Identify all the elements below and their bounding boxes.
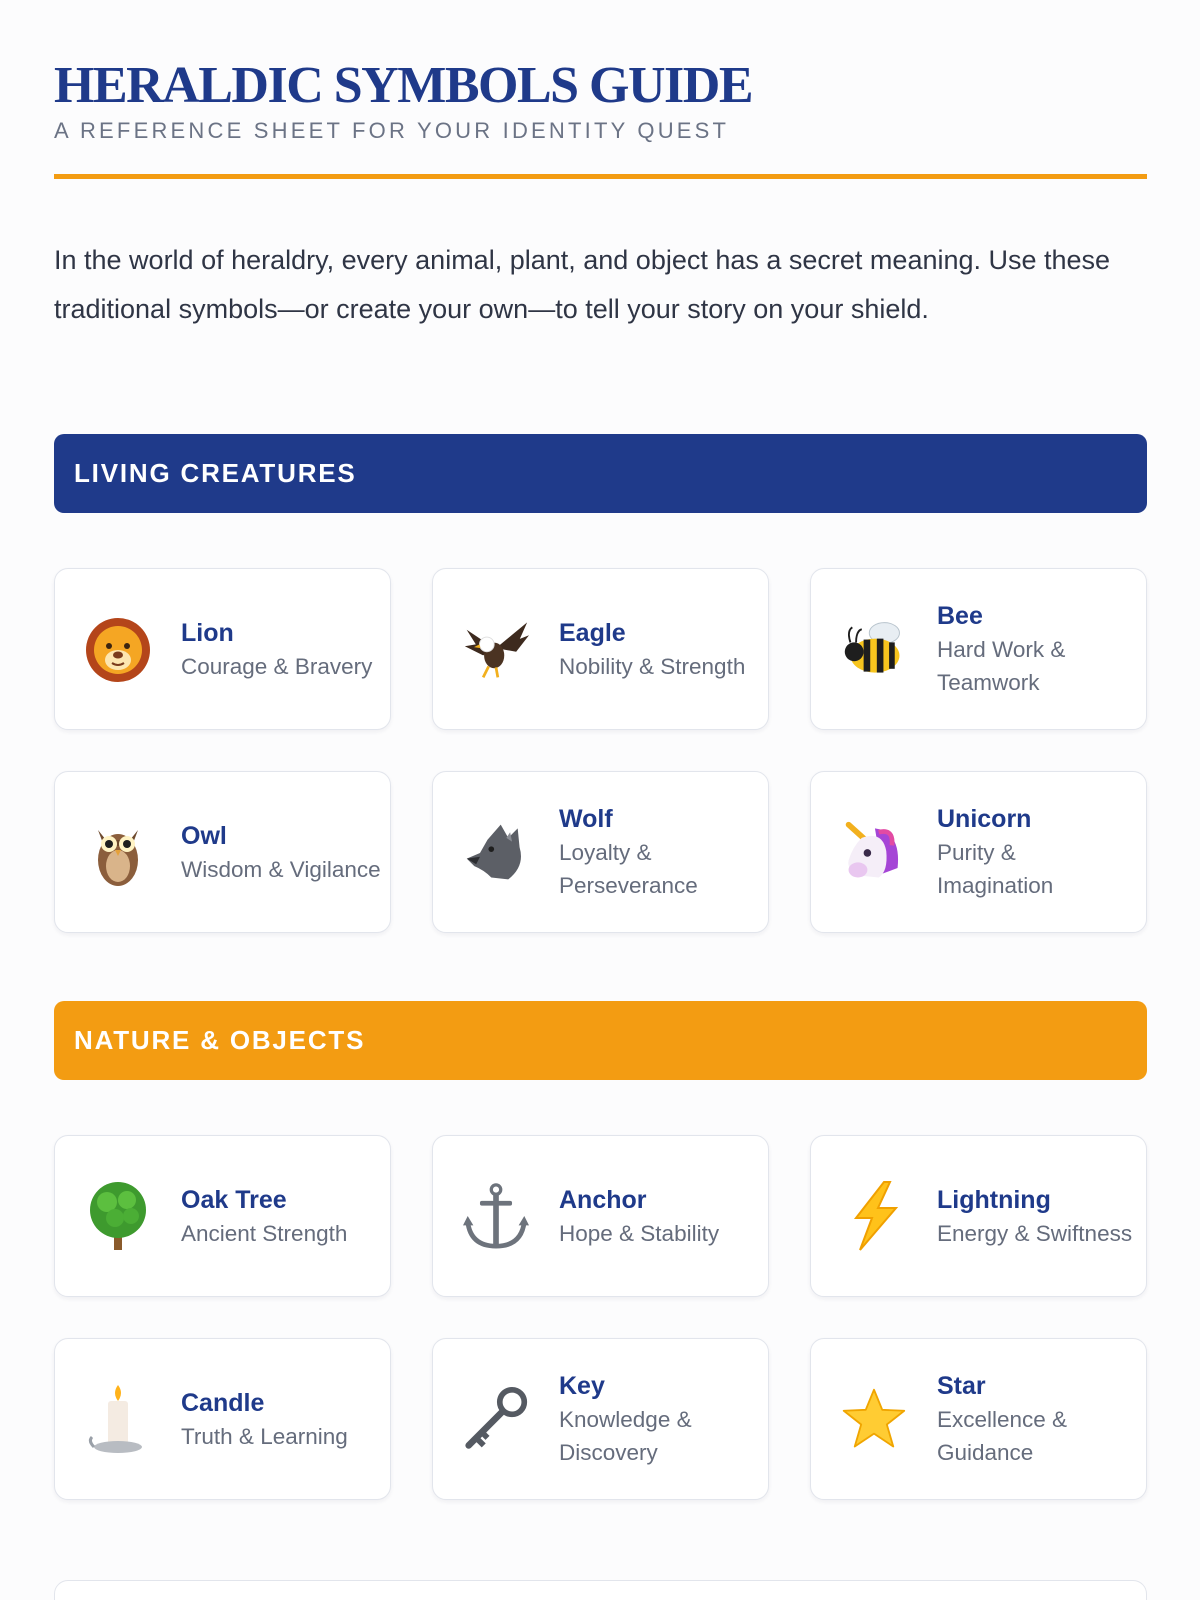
symbol-grid-living-creatures (54, 568, 1147, 933)
lion-icon (85, 613, 151, 685)
wolf-icon (463, 816, 529, 888)
symbol-card-anchor (432, 1135, 769, 1297)
symbol-name: Key (559, 1372, 605, 1400)
symbol-card-eagle (432, 568, 769, 730)
symbol-meaning: Loyalty & Perseverance (559, 840, 698, 898)
symbol-meaning: Truth & Learning (181, 1423, 348, 1449)
symbol-meaning: Hard Work & Teamwork (937, 637, 1066, 695)
symbol-name: Candle (181, 1388, 265, 1417)
bee-icon (841, 613, 907, 685)
lightning-icon (841, 1180, 907, 1252)
unicorn-icon (841, 816, 907, 888)
symbol-card-key (432, 1338, 769, 1500)
owl-icon (85, 816, 151, 888)
page-title: HERALDIC SYMBOLS GUIDE (54, 57, 753, 114)
oak-tree-icon (85, 1180, 151, 1252)
symbol-name: Wolf (559, 805, 613, 833)
key-icon (463, 1383, 529, 1455)
symbol-name: Oak Tree (181, 1185, 287, 1214)
anchor-icon (463, 1180, 529, 1252)
candle-icon (85, 1383, 151, 1455)
section-header-nature-objects: NATURE & OBJECTS (54, 1001, 1147, 1080)
symbol-name: Owl (181, 821, 227, 850)
symbol-card-lightning (810, 1135, 1147, 1297)
symbol-name: Star (937, 1372, 986, 1400)
symbol-meaning: Purity & Imagination (937, 840, 1054, 898)
symbol-meaning: Nobility & Strength (559, 653, 746, 679)
symbol-meaning: Wisdom & Vigilance (181, 856, 381, 882)
eagle-icon (463, 613, 529, 685)
symbol-meaning: Knowledge & Discovery (559, 1407, 692, 1465)
symbol-card-wolf (432, 771, 769, 933)
symbol-meaning: Ancient Strength (181, 1220, 348, 1246)
star-icon (841, 1383, 907, 1455)
symbol-card-lion (54, 568, 391, 730)
symbol-meaning: Hope & Stability (559, 1220, 720, 1246)
symbol-meaning: Excellence & Guidance (937, 1407, 1068, 1465)
symbol-name: Anchor (559, 1185, 647, 1214)
symbol-card-star (810, 1338, 1147, 1500)
symbol-name: Eagle (559, 618, 626, 647)
symbol-grid-nature-objects (54, 1135, 1147, 1500)
intro-paragraph: In the world of heraldry, every animal, plant, and object has a secret meaning. Use these traditional symbols—or create your own—to tell your story on your shield. (54, 245, 1111, 324)
symbol-card-owl (54, 771, 391, 933)
symbol-meaning: Energy & Swiftness (937, 1220, 1133, 1246)
symbol-name: Unicorn (937, 805, 1032, 833)
symbol-card-bee (810, 568, 1147, 730)
symbol-card-oak-tree (54, 1135, 391, 1297)
section-header-living-creatures: LIVING CREATURES (54, 434, 1147, 513)
header-divider (54, 174, 1147, 179)
symbol-card-unicorn (810, 771, 1147, 933)
symbol-meaning: Courage & Bravery (181, 653, 373, 679)
symbol-name: Bee (937, 602, 983, 630)
symbol-name: Lion (181, 618, 234, 647)
symbol-card-candle (54, 1338, 391, 1500)
symbol-name: Lightning (937, 1185, 1051, 1214)
page-subtitle: A REFERENCE SHEET FOR YOUR IDENTITY QUEST (54, 118, 730, 143)
footer-card (54, 1580, 1147, 1600)
